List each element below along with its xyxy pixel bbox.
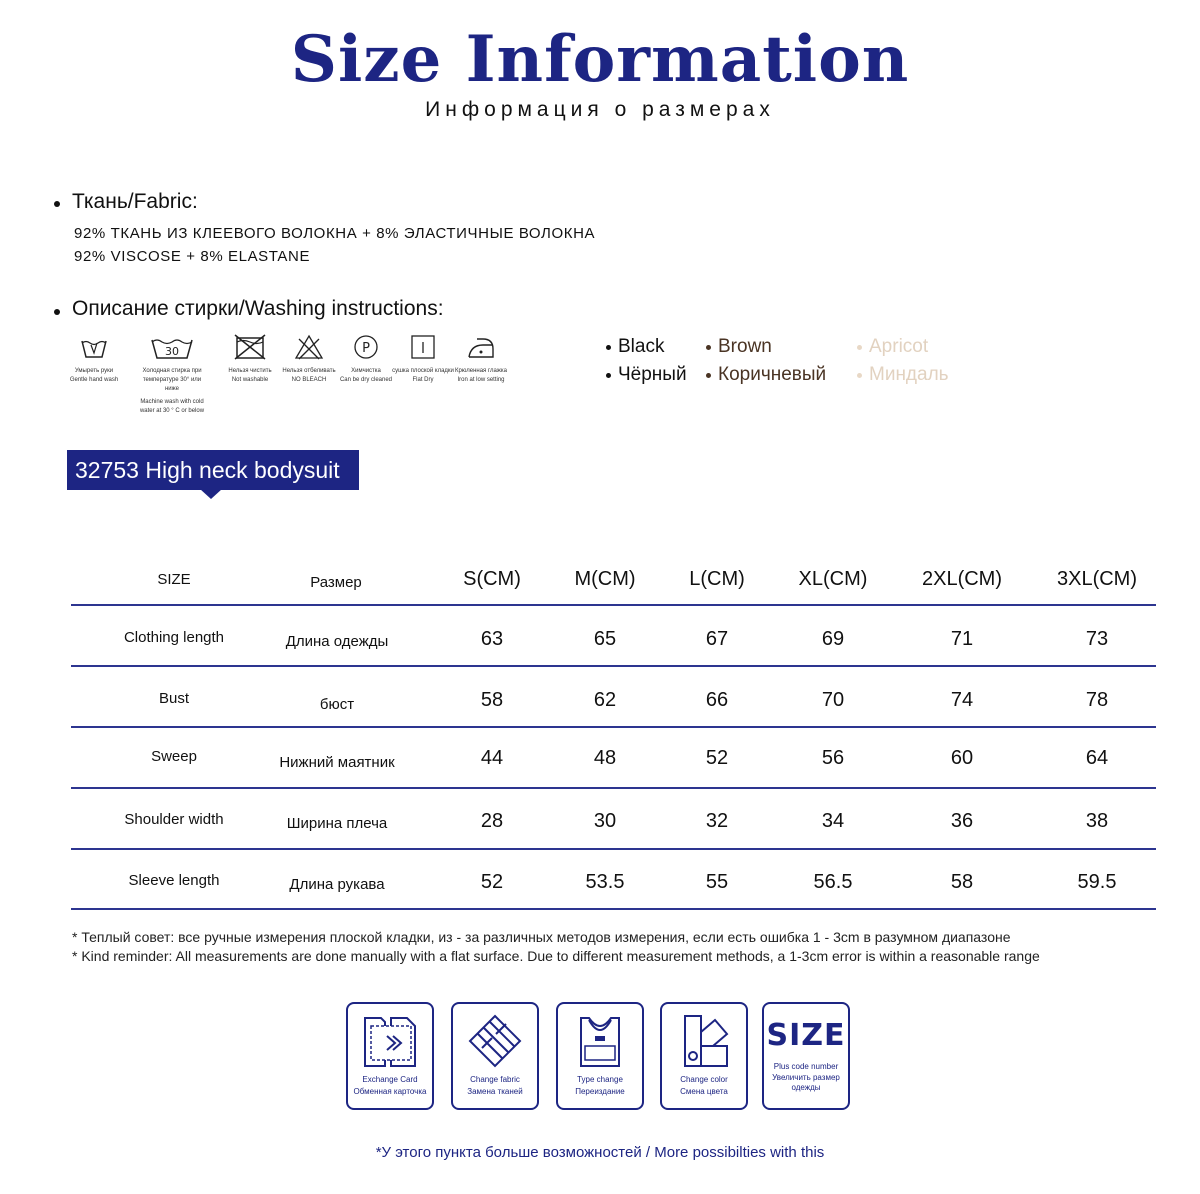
header-3xl: 3XL(CM) bbox=[1056, 568, 1137, 590]
wash-caption: Нельзя чистить bbox=[228, 368, 272, 374]
service-type-change bbox=[556, 1002, 644, 1110]
color-label: Коричневый bbox=[718, 364, 827, 385]
row-label-en: Sleeve length bbox=[128, 872, 220, 889]
cell-value: 38 bbox=[1085, 810, 1109, 832]
header-l: L(CM) bbox=[689, 568, 745, 590]
header-xl: XL(CM) bbox=[798, 568, 868, 590]
hand-wash-icon bbox=[79, 333, 109, 361]
table-divider bbox=[71, 665, 1156, 667]
row-label-en: Shoulder width bbox=[124, 811, 224, 828]
cell-value: 56 bbox=[821, 747, 845, 769]
table-divider bbox=[71, 604, 1156, 606]
cell-value: 58 bbox=[950, 871, 974, 893]
cell-value: 78 bbox=[1085, 689, 1109, 711]
cell-value: 30 bbox=[593, 810, 617, 832]
table-divider bbox=[71, 726, 1156, 728]
service-caption-en: Exchange Card bbox=[362, 1075, 418, 1084]
do-not-wash-icon bbox=[233, 333, 267, 361]
svg-text:P: P bbox=[362, 341, 370, 356]
row-label-ru: Нижний маятник bbox=[279, 754, 395, 771]
fabric-composition-en: 92% VISCOSE + 8% ELASTANE bbox=[74, 248, 311, 265]
cell-value: 73 bbox=[1085, 628, 1109, 650]
wash-caption: Machine wash with cold bbox=[140, 399, 204, 405]
cell-value: 67 bbox=[705, 628, 729, 650]
wash-caption: Холодная стирка при bbox=[142, 368, 202, 374]
fabric-composition-ru: 92% ТКАНЬ ИЗ КЛЕЕВОГО ВОЛОКНА + 8% ЭЛАСТИЧНЫЕ ВОЛОКНА bbox=[74, 225, 596, 242]
measurement-note-ru: * Теплый совет: все ручные измерения плоской кладки, из - за различных методов измерения, если есть ошибка 1 - 3cm в разумном диапазоне bbox=[72, 929, 1011, 945]
color-option-black-ru bbox=[606, 364, 687, 386]
wash-caption: Gentle hand wash bbox=[69, 377, 119, 383]
cell-value: 32 bbox=[705, 810, 729, 832]
cell-value: 64 bbox=[1085, 747, 1109, 769]
color-dot bbox=[706, 345, 711, 350]
svg-text:30: 30 bbox=[165, 345, 179, 358]
row-label-ru: Длина одежды bbox=[285, 633, 389, 650]
color-label: Чёрный bbox=[618, 364, 687, 385]
wash-caption: Умыреть руки bbox=[74, 368, 114, 374]
table-divider bbox=[71, 787, 1156, 789]
service-caption-ru: Смена цвета bbox=[680, 1087, 728, 1096]
cell-value: 69 bbox=[821, 628, 845, 650]
banner-pointer bbox=[200, 489, 222, 499]
header-m: M(CM) bbox=[574, 568, 636, 590]
cell-value: 70 bbox=[821, 689, 845, 711]
row-label-en: Bust bbox=[158, 690, 189, 707]
color-dot bbox=[706, 373, 711, 378]
iron-low-icon bbox=[465, 333, 497, 361]
cell-value: 63 bbox=[480, 628, 504, 650]
service-caption-en: Type change bbox=[577, 1075, 623, 1084]
cell-value: 56.5 bbox=[813, 871, 853, 893]
cell-value: 66 bbox=[705, 689, 729, 711]
cell-value: 74 bbox=[950, 689, 974, 711]
change-fabric-icon bbox=[462, 1012, 528, 1072]
cell-value: 52 bbox=[705, 747, 729, 769]
fabric-label: Ткань/Fabric: bbox=[72, 190, 198, 213]
header-size: SIZE bbox=[157, 571, 191, 588]
change-color-icon bbox=[671, 1012, 737, 1072]
color-option-brown-ru bbox=[706, 364, 826, 386]
color-dot bbox=[606, 373, 611, 378]
service-change-fabric bbox=[451, 1002, 539, 1110]
row-label-en: Sweep bbox=[151, 748, 197, 765]
cell-value: 62 bbox=[593, 689, 617, 711]
bullet bbox=[54, 309, 60, 315]
wash-item-30 bbox=[137, 333, 207, 416]
wash-caption: Нельзя отбеливать bbox=[282, 368, 336, 374]
exchange-card-icon bbox=[357, 1012, 423, 1072]
row-label-ru: бюст bbox=[319, 696, 355, 713]
no-bleach-icon bbox=[294, 333, 324, 361]
footer-note: *У этого пункта больше возможностей / More possibilties with this bbox=[375, 1144, 825, 1161]
cell-value: 65 bbox=[593, 628, 617, 650]
wash-caption: Крюленная глажка bbox=[455, 368, 507, 374]
wash-caption: Химчистка bbox=[351, 368, 381, 374]
service-caption-en: Change color bbox=[680, 1075, 728, 1084]
wash-caption: Flat Dry bbox=[412, 377, 434, 383]
page-title: Size Information bbox=[290, 22, 910, 97]
row-label-en: Clothing length bbox=[123, 629, 225, 646]
cell-value: 36 bbox=[950, 810, 974, 832]
service-caption-ru: Увеличить размер одежды bbox=[772, 1073, 840, 1092]
header-2xl: 2XL(CM) bbox=[921, 568, 1002, 590]
cell-value: 60 bbox=[950, 747, 974, 769]
header-razmer: Размер bbox=[310, 574, 362, 591]
color-option-apricot bbox=[857, 336, 928, 358]
wash-caption: Not washable bbox=[231, 377, 269, 383]
cell-value: 48 bbox=[593, 747, 617, 769]
service-caption-en: Change fabric bbox=[470, 1075, 520, 1084]
service-caption-en: Plus code number bbox=[773, 1062, 839, 1071]
size-icon: SIZE bbox=[766, 1018, 846, 1053]
service-caption-ru: Замена тканей bbox=[467, 1087, 523, 1096]
color-option-brown bbox=[706, 336, 772, 358]
cell-value: 58 bbox=[480, 689, 504, 711]
service-change-color bbox=[660, 1002, 748, 1110]
product-title-banner: 32753 High neck bodysuit bbox=[67, 450, 359, 490]
row-label-ru: Ширина плеча bbox=[286, 815, 388, 832]
flat-dry-icon bbox=[408, 333, 438, 361]
color-label: Apricot bbox=[869, 336, 929, 357]
color-dot bbox=[857, 373, 862, 378]
service-caption-ru: Обменная карточка bbox=[353, 1087, 427, 1096]
wash-caption: NO BLEACH bbox=[291, 377, 327, 383]
table-divider bbox=[71, 848, 1156, 850]
cell-value: 55 bbox=[705, 871, 729, 893]
cell-value: 53.5 bbox=[585, 871, 625, 893]
table-divider bbox=[71, 908, 1156, 910]
wash-item-hand bbox=[59, 333, 129, 385]
cell-value: 44 bbox=[480, 747, 504, 769]
wash-item-iron bbox=[446, 333, 516, 385]
measurement-note-en: * Kind reminder: All measurements are done manually with a flat surface. Due to different measurement methods, a 1-3cm error is within a reasonable range bbox=[72, 948, 1040, 964]
wash-caption: water at 30 ° C or below bbox=[139, 408, 205, 414]
color-option-apricot-ru bbox=[857, 364, 949, 386]
color-label: Миндаль bbox=[869, 364, 949, 385]
color-label: Brown bbox=[718, 336, 772, 357]
washing-label: Описание стирки/Washing instructions: bbox=[72, 297, 444, 320]
service-exchange-card bbox=[346, 1002, 434, 1110]
color-option-black bbox=[606, 336, 664, 358]
wash-caption: сушка плоской кладки bbox=[392, 368, 454, 374]
bullet bbox=[54, 201, 60, 207]
service-caption-ru: Переиздание bbox=[575, 1087, 625, 1096]
type-change-icon bbox=[567, 1012, 633, 1072]
wash-caption: Can be dry cleaned bbox=[339, 377, 393, 383]
header-s: S(CM) bbox=[463, 568, 521, 590]
wash-30-icon bbox=[150, 333, 194, 361]
cell-value: 28 bbox=[480, 810, 504, 832]
cell-value: 34 bbox=[821, 810, 845, 832]
row-label-ru: Длина рукава bbox=[289, 876, 385, 893]
cell-value: 71 bbox=[950, 628, 974, 650]
wash-caption: Iron at low setting bbox=[457, 377, 505, 383]
color-dot bbox=[857, 345, 862, 350]
color-label: Black bbox=[618, 336, 665, 357]
cell-value: 52 bbox=[480, 871, 504, 893]
color-dot bbox=[606, 345, 611, 350]
dry-clean-icon bbox=[351, 333, 381, 361]
wash-caption: температуре 30° или ниже bbox=[142, 377, 202, 392]
cell-value: 59.5 bbox=[1077, 871, 1117, 893]
service-size-plus bbox=[762, 1002, 850, 1110]
page-subtitle: Информация о размерах bbox=[425, 98, 775, 121]
